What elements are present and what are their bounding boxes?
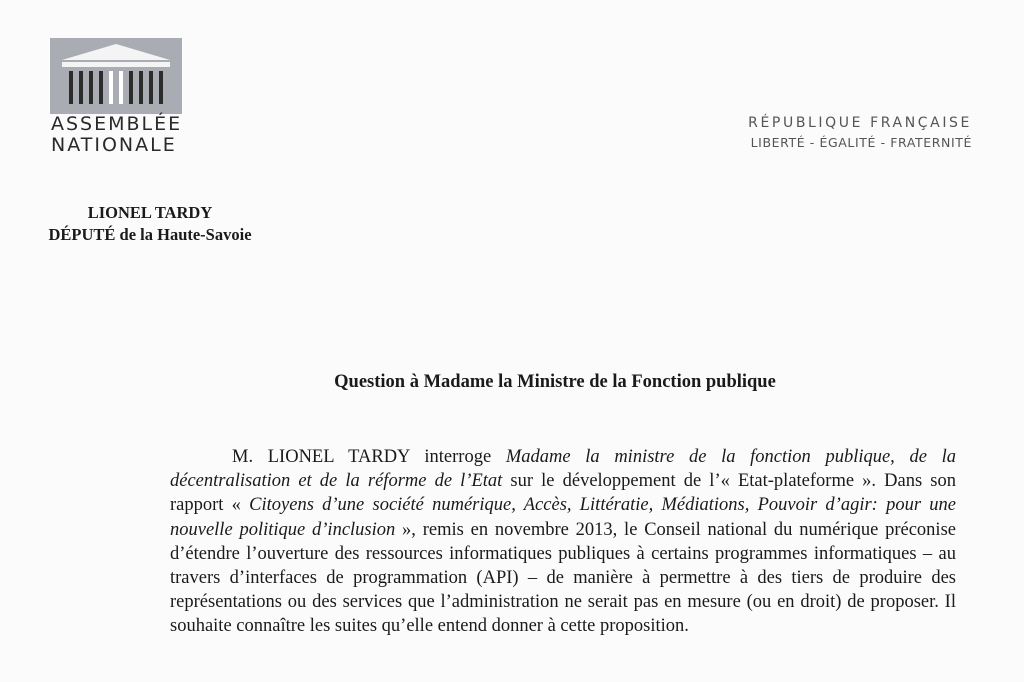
body-segment: », remis en novembre 2013, le Conseil national du numérique préconise d’étendre l’ouverture des ressources informatiques publiques à certains programmes informatiques – au travers d’interfaces de programmation (API) – de manière à permettre à des tiers de produire des représentations ou des services que l’administration ne serait pas en mesure (ou en droit) de proposer. Il souhaite connaître les suites qu’elle entend donner à cette proposition. xyxy=(170,519,956,637)
body-segment: sur le développement de l’« Etat-plateforme ». Dans son rapport « xyxy=(170,471,956,516)
body-segment-italic: Citoyens d’une société numérique, Accès, Littératie, Médiations, Pouvoir d’agir: pour une nouvelle politique d’inclusion xyxy=(170,495,956,540)
logo-text-line-1: ASSEMBLÉE xyxy=(51,113,183,135)
deputy-block xyxy=(30,202,270,246)
logo-text-line-2: NATIONALE xyxy=(51,134,177,156)
question-body xyxy=(170,445,956,639)
assemblee-nationale-logo xyxy=(50,38,185,156)
republique-title: RÉPUBLIQUE FRANÇAISE xyxy=(748,115,972,131)
deputy-title: DÉPUTÉ de la Haute-Savoie xyxy=(48,225,252,244)
deputy-name: LIONEL TARDY xyxy=(87,203,213,222)
body-segment-italic: Madame la ministre de la fonction publique, de la décentralisation et de la réforme de l’Etat xyxy=(170,447,956,492)
republique-francaise-header xyxy=(748,113,972,153)
document-title: Question à Madame la Ministre de la Fonction publique xyxy=(334,372,776,392)
republique-motto: LIBERTÉ - ÉGALITÉ - FRATERNITÉ xyxy=(750,135,972,150)
palais-bourbon-icon xyxy=(50,38,182,114)
body-segment: M. LIONEL TARDY interroge xyxy=(232,447,506,467)
